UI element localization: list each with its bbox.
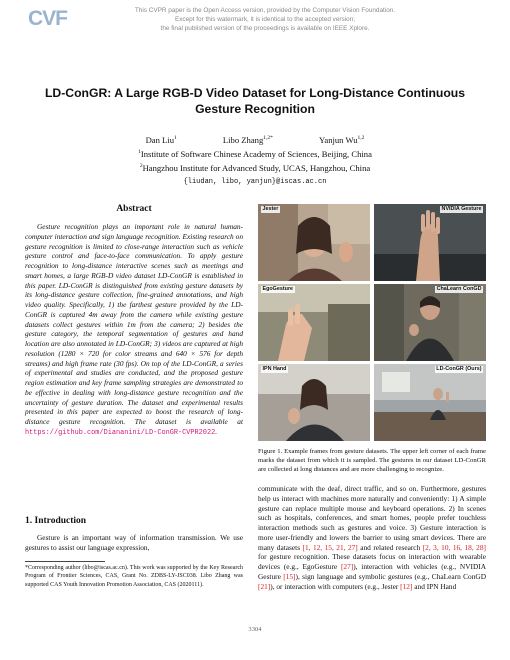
panel-label: ChaLearn ConGD bbox=[436, 286, 482, 292]
author bbox=[223, 135, 273, 145]
cvf-logo bbox=[28, 8, 72, 30]
body-text: ), sign language and symbolic gestures (e.g., ChaLearn ConGD bbox=[295, 571, 486, 581]
ipn-hand-frame-image bbox=[258, 364, 370, 441]
chalearn-frame-image bbox=[374, 284, 486, 361]
affiliation-sup: 2 bbox=[139, 162, 143, 169]
left-column bbox=[25, 204, 243, 439]
intro-text: Gesture is an important way of information transmission. We use gestures to assist our language expression, bbox=[25, 533, 243, 552]
nvidia-frame-image bbox=[374, 204, 486, 281]
affiliation-1 bbox=[40, 146, 470, 160]
figure-1-caption: Figure 1. Example frames from gesture datasets. The upper left corner of each frame marks the dataset from which it is sampled. The gestures in our dataset LD-ConGR are collected at long distances and are more challenging to recognize. bbox=[258, 448, 486, 473]
body-text: and IPN Hand bbox=[414, 581, 457, 591]
citation-link[interactable]: [2, 3, 10, 16, 18, 28] bbox=[422, 542, 486, 552]
author bbox=[319, 135, 364, 145]
jester-frame-image bbox=[258, 204, 370, 281]
abstract-body: Gesture recognition plays an important role in natural human-computer interaction and sign language recognition. Existing research on gesture recognition is limited to close-range interaction such as vehicle gesture control and face-to-face communication. To apply gesture recognition to long-distance interactive scenes such as meetings and smart homes, a large RGB-D video dataset LD-ConGR is established in this paper. LD-ConGR is distinguished from existing gesture datasets by its long-distance gesture collection, fine-grained annotations, and high video quality. Specifically, 1) the farthest gesture provided by the LD-ConGR is captured 4m away from the camera while existing gesture datasets collect gestures within 1m from the camera; 2) besides the gesture category, the temporal segmentation of gestures and hand location are also annotated in LD-ConGR; 3) videos are captured at high resolution (1280 × 720 for color streams and 640 × 576 for depth streams) and high frame rate (30 fps). On top of the LD-ConGR, a series of experimental and studies are conducted, and the proposed gesture region estimation and key frame sampling strategies are demonstrated to be effective in dealing with long-distance gesture recognition and the uncertainty of gesture duration. The dataset and experimental results presented in this paper are expected to boost the research of long-distance gesture recognition. The dataset is available at bbox=[25, 222, 243, 426]
citation-link[interactable]: [1, 12, 15, 21, 27] bbox=[302, 542, 358, 552]
open-access-banner bbox=[95, 6, 435, 33]
affiliation-sup: 1 bbox=[138, 148, 141, 155]
affiliation-text: Hangzhou Institute for Advanced Study, UCAS, Hangzhou, China bbox=[142, 162, 371, 173]
body-text: ), interaction with vehicles (e.g., NVIDIA Gesture bbox=[258, 562, 486, 581]
affiliation-text: Institute of Software Chinese Academy of Sciences, Beijing, China bbox=[140, 148, 372, 159]
citation-link[interactable]: [15] bbox=[283, 571, 296, 581]
author-name: Dan Liu bbox=[145, 134, 174, 145]
abstract-text bbox=[25, 222, 243, 439]
author-names bbox=[40, 132, 470, 146]
footnote-divider bbox=[25, 561, 105, 562]
intro-continuation bbox=[258, 484, 486, 591]
author bbox=[146, 135, 177, 145]
panel-label: LD-ConGR (Ours) bbox=[436, 366, 482, 372]
footnote: *Corresponding author (libo@iscas.ac.cn). This work was supported by the Key Research Program of Frontier Sciences, CAS, Grant No. ZDBS-LY-JSC038. Libo Zhang was supported CAS Youth Innovation Promotion Association, CAS (2020111). bbox=[25, 565, 243, 588]
banner-line-1: This CVPR paper is the Open Access version, provided by the Computer Vision Foundation. bbox=[134, 7, 396, 14]
figure-panel-nvidia-gesture bbox=[374, 204, 486, 281]
page-number: 3304 bbox=[248, 626, 262, 633]
figure-panel-ld-congr bbox=[374, 364, 486, 441]
author-email: {liudan, libo, yanjun}@iscas.ac.cn bbox=[183, 177, 327, 186]
author-sup: 1,2* bbox=[263, 135, 273, 141]
panel-label: Jester bbox=[262, 206, 279, 212]
abstract-heading: Abstract bbox=[116, 204, 152, 214]
figure-panel-ipn-hand bbox=[258, 364, 370, 441]
citation-link[interactable]: [12] bbox=[400, 581, 413, 591]
author-sup: 1 bbox=[174, 135, 177, 141]
author-name: Yanjun Wu bbox=[319, 134, 358, 145]
figure-panel-egogesture bbox=[258, 284, 370, 361]
citation-link[interactable]: [27] bbox=[340, 562, 354, 571]
figure-panel-chalearn-congd bbox=[374, 284, 486, 361]
cvf-logo-text: CVF bbox=[28, 7, 67, 30]
author-sup: 1,2 bbox=[357, 135, 365, 141]
title-line-1: LD-ConGR: A Large RGB-D Video Dataset for Long-Distance Continuous bbox=[44, 86, 466, 100]
panel-label: EgoGesture bbox=[262, 286, 294, 292]
citation-link[interactable]: [21] bbox=[258, 581, 271, 591]
figure-1 bbox=[258, 204, 486, 441]
body-text: communicate with the deaf, direct traffic, and so on. Furthermore, gestures help us interact with machines more naturally and conveniently: 1) A simple gesture can replace multiple mouse and keyboard operations. 2) In scenes such as hospitals, conferences, and smart homes, people prefer touchless interaction methods such as gestures and voice. 3) Gesture interaction is more user-friendly and lowers the barrier to using smart devices. There are many datasets bbox=[258, 484, 486, 552]
figure-panel-jester bbox=[258, 204, 370, 281]
intro-heading: 1. Introduction bbox=[25, 516, 87, 526]
abstract-tail: . bbox=[215, 426, 218, 436]
egogesture-frame-image bbox=[258, 284, 370, 361]
panel-label: IPN Hand bbox=[262, 366, 287, 372]
dataset-link[interactable]: https://github.com/Diananini/LD-ConGR-CVPR2022 bbox=[25, 428, 216, 437]
banner-line-2: Except for this watermark, it is identical to the accepted version; bbox=[174, 16, 356, 23]
body-text: ), or interaction with computers (e.g., Jester bbox=[270, 581, 399, 591]
body-text: and related research bbox=[360, 542, 421, 552]
paper-title bbox=[40, 85, 470, 117]
banner-line-3: the final published version of the proceedings is available on IEEE Xplore. bbox=[160, 25, 370, 32]
author-name: Libo Zhang bbox=[222, 134, 264, 145]
panel-label: NVIDIA Gesture bbox=[441, 206, 482, 212]
author-block bbox=[40, 132, 470, 188]
body-text: for gesture recognition. These datasets focus on interaction with wearable devices (e.g., EgoGesture bbox=[258, 552, 486, 571]
affiliation-2 bbox=[40, 160, 470, 174]
title-line-2: Gesture Recognition bbox=[195, 102, 315, 116]
ld-congr-frame-image bbox=[374, 364, 486, 441]
